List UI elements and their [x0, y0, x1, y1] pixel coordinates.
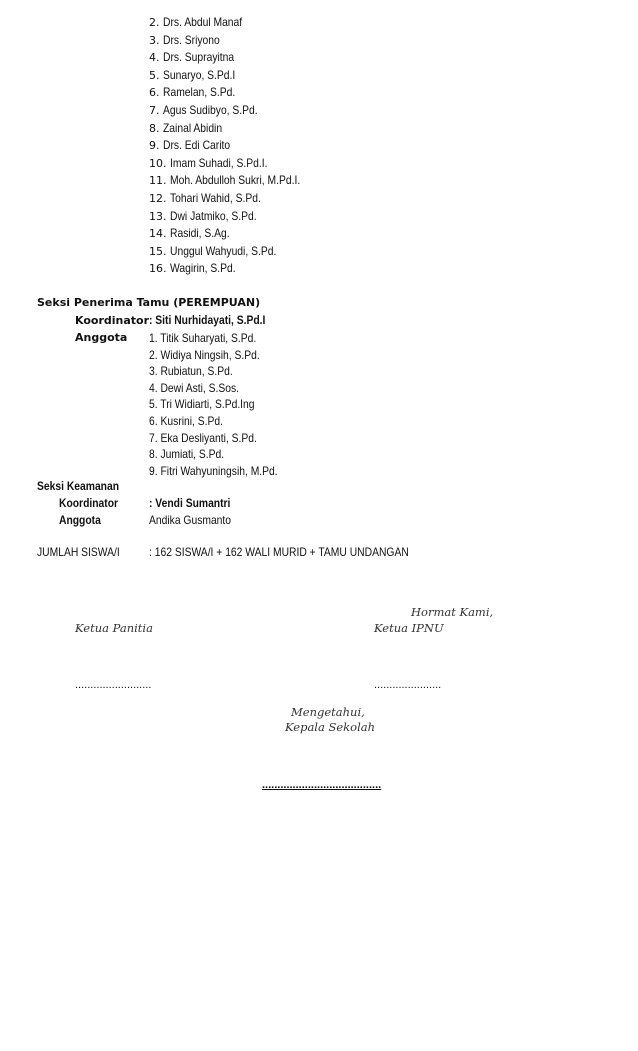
list-item: 5. Tri Widiarti, S.Pd.Ing — [149, 397, 255, 412]
list-item-name: Wagirin, S.Pd. — [169, 261, 236, 276]
kepala-sekolah-text: Kepala Sekolah — [285, 720, 376, 734]
keamanan-anggota-label: Anggota — [59, 513, 101, 527]
list-item — [149, 33, 229, 47]
list-item-number: 10. — [149, 156, 167, 170]
list-item — [149, 173, 321, 187]
mengetahui-text: Mengetahui, — [291, 705, 365, 719]
signature-line-right: ...................... — [374, 679, 442, 691]
list-item-name: Drs. Suprayitna — [162, 50, 234, 65]
list-item-number: 13. — [149, 209, 167, 223]
list-item-name: Zainal Abidin — [162, 120, 222, 135]
list-item — [149, 156, 283, 170]
ketua-ipnu-text: Ketua IPNU — [374, 621, 444, 635]
list-item-number: 12. — [149, 192, 167, 205]
list-item — [149, 261, 246, 275]
list-item-number: 16. — [149, 262, 167, 276]
list-item-number: 6. — [149, 86, 160, 100]
list-item: 7. Eka Desliyanti, S.Pd. — [149, 430, 257, 445]
list-item-name: Ramelan, S.Pd. — [162, 85, 235, 100]
list-item — [149, 191, 275, 205]
signature-line-bottom: ....................................... — [262, 779, 382, 791]
list-item — [149, 15, 255, 29]
list-item: 1. Titik Suharyati, S.Pd. — [149, 331, 257, 345]
seksi-penerima-title: Seksi Penerima Tamu (PEREMPUAN) — [37, 296, 261, 309]
list-item — [149, 244, 293, 258]
list-item-name: Drs. Sriyono — [162, 32, 220, 47]
list-item-name: Imam Suhadi, S.Pd.I. — [169, 155, 268, 170]
list-item-name: Tohari Wahid, S.Pd. — [169, 191, 261, 205]
list-item: 9. Fitri Wahyuningsih, M.Pd. — [149, 463, 278, 478]
list-item: 6. Kusrini, S.Pd. — [149, 414, 224, 428]
list-item-name: Rasidi, S.Ag. — [169, 226, 230, 241]
penerima-koordinator-label: Koordinator — [75, 314, 150, 327]
list-item-number: 11. — [149, 174, 167, 188]
list-item — [149, 121, 231, 135]
list-item-number: 7. — [149, 104, 160, 117]
seksi-keamanan-title: Seksi Keamanan — [37, 479, 120, 493]
penerima-koordinator-value: : Siti Nurhidayati, S.Pd.I — [149, 313, 266, 327]
list-item — [149, 85, 247, 99]
list-item-number: 5. — [149, 68, 160, 82]
keamanan-koordinator-value: : Vendi Sumantri — [149, 496, 231, 510]
list-item-name: Drs. Abdul Manaf — [162, 15, 242, 29]
list-item — [149, 50, 245, 64]
list-item-number: 2. — [149, 16, 160, 29]
list-item-name: Drs. Edi Carito — [162, 138, 230, 153]
list-item-number: 3. — [149, 33, 160, 47]
list-item-number: 14. — [149, 227, 167, 241]
list-item-name: Agus Sudibyo, S.Pd. — [162, 103, 258, 117]
list-item — [149, 209, 270, 223]
list-item-name: Moh. Abdulloh Sukri, M.Pd.I. — [169, 173, 300, 188]
list-item-number: 8. — [149, 121, 160, 135]
list-item-name: Dwi Jatmiko, S.Pd. — [169, 208, 257, 223]
jumlah-value: : 162 SISWA/I + 162 WALI MURID + TAMU UNDANGAN — [149, 545, 409, 559]
list-item-number: 4. — [149, 51, 160, 65]
ketua-panitia-text: Ketua Panitia — [75, 621, 153, 635]
hormat-kami-text: Hormat Kami, — [411, 605, 494, 619]
list-item — [149, 103, 273, 117]
list-item-number: 15. — [149, 244, 167, 258]
list-item: 4. Dewi Asti, S.Sos. — [149, 380, 240, 395]
penerima-anggota-label: Anggota — [75, 331, 128, 344]
jumlah-label: JUMLAH SISWA/I — [37, 545, 120, 559]
keamanan-koordinator-label: Koordinator — [59, 496, 119, 510]
list-item-name: Unggul Wahyudi, S.Pd. — [169, 243, 276, 258]
list-item: 3. Rubiatun, S.Pd. — [149, 364, 233, 379]
list-item — [149, 226, 239, 240]
list-item — [149, 68, 247, 82]
signature-line-left: ......................... — [75, 679, 152, 691]
list-item: 8. Jumiati, S.Pd. — [149, 447, 225, 462]
list-item: 2. Widiya Ningsih, S.Pd. — [149, 347, 260, 362]
list-item-name: Sunaryo, S.Pd.I — [162, 67, 235, 82]
list-item — [149, 138, 241, 152]
list-item-number: 9. — [149, 139, 160, 153]
keamanan-anggota-value: Andika Gusmanto — [149, 513, 232, 527]
